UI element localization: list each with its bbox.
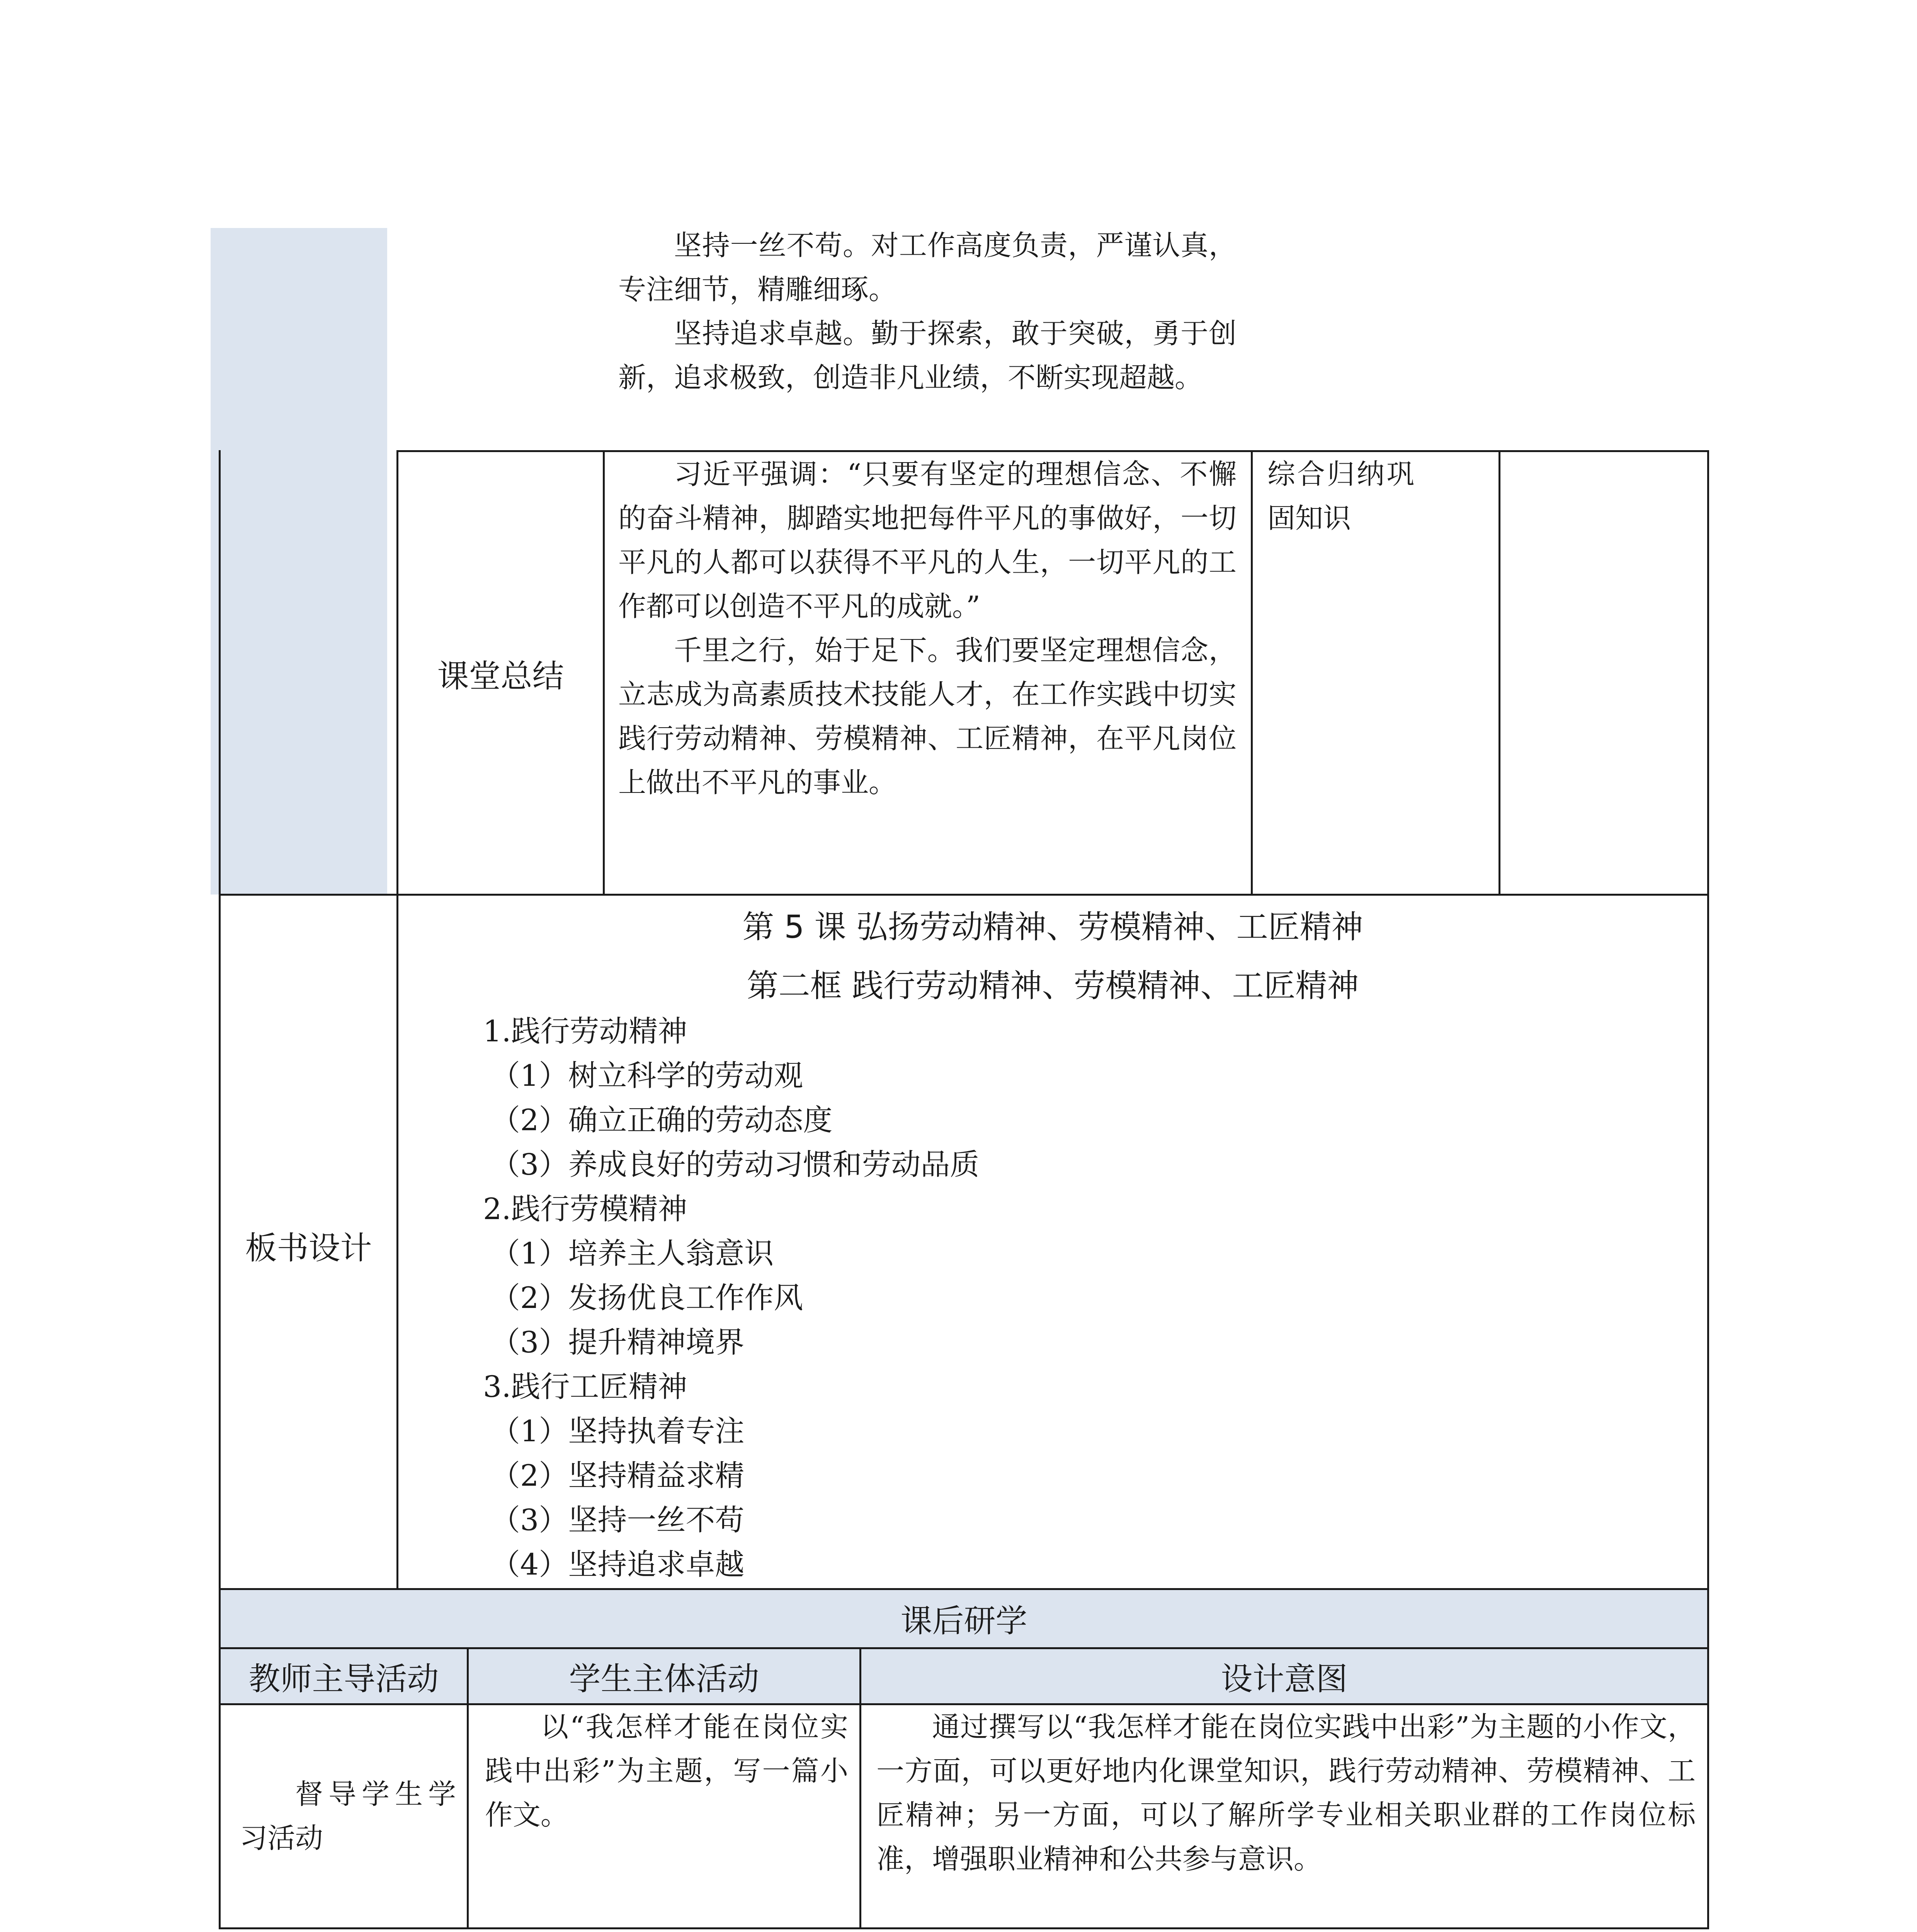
column-header-teacher: 教师主导活动 xyxy=(248,1661,439,1697)
top-paragraph: 坚持一丝不苟。对工作高度负责，严谨认真，专注细节，精雕细琢。 xyxy=(618,229,1237,306)
board-line: （3）坚持一丝不苟 xyxy=(491,1503,745,1537)
board-line: （1）培养主人翁意识 xyxy=(491,1236,774,1270)
summary-paragraph: 习近平强调：“只要有坚定的理想信念、不懈的奋斗精神，脚踏实地把每件平凡的事做好，一切平凡的人都可以获得不平凡的人生，一切平凡的工作都可以创造不平凡的成就。” xyxy=(618,458,1237,622)
table-border xyxy=(219,1647,1709,1649)
table-border xyxy=(1499,450,1500,895)
table-border xyxy=(219,450,221,1929)
board-line: （2）确立正确的劳动态度 xyxy=(491,1103,833,1137)
summary-paragraph: 千里之行，始于足下。我们要坚定理想信念，立志成为高素质技术技能人才，在工作实践中切实践行劳动精神、劳模精神、工匠精神，在平凡岗位上做出不平凡的事业。 xyxy=(618,634,1237,799)
column-header-intent: 设计意图 xyxy=(1221,1661,1348,1697)
summary-content xyxy=(618,452,1237,804)
board-line: 2.践行劳模精神 xyxy=(483,1192,687,1226)
table-border xyxy=(219,1927,1709,1929)
design-intent: 通过撰写以“我怎样才能在岗位实践中出彩”为主题的小作文，一方面，可以更好地内化课堂知识，践行劳动精神、劳模精神、工匠精神；另一方面，可以了解所学专业相关职业群的工作岗位标准，增强职业精神和公共参与意识。 xyxy=(876,1711,1696,1875)
board-line: （3）养成良好的劳动习惯和劳动品质 xyxy=(491,1147,980,1182)
board-line: （1）树立科学的劳动观 xyxy=(491,1058,803,1093)
table-border xyxy=(1251,450,1253,895)
board-line: 1.践行劳动精神 xyxy=(483,1014,687,1048)
column-header-student: 学生主体活动 xyxy=(569,1661,759,1697)
table-border xyxy=(219,894,1709,896)
board-line: 3.践行工匠精神 xyxy=(483,1369,687,1404)
table-border xyxy=(396,450,398,1589)
board-line: （2）坚持精益求精 xyxy=(491,1458,745,1493)
summary-label: 课堂总结 xyxy=(437,658,564,695)
teacher-activity: 督导学生学习活动 xyxy=(240,1778,456,1854)
top-cell-text xyxy=(618,223,1237,400)
left-column-shading xyxy=(211,228,387,895)
board-title: 第 5 课 弘扬劳动精神、劳模精神、工匠精神 xyxy=(742,909,1363,946)
board-label: 板书设计 xyxy=(245,1230,372,1267)
table-border xyxy=(1707,450,1709,1929)
table-border xyxy=(219,1588,1709,1590)
board-line: （1）坚持执着专注 xyxy=(491,1414,745,1448)
board-line: （2）发扬优良工作作风 xyxy=(491,1281,803,1315)
summary-activity: 综合归纳巩固知识 xyxy=(1267,458,1414,534)
board-subtitle: 第二框 践行劳动精神、劳模精神、工匠精神 xyxy=(747,968,1359,1004)
top-paragraph: 坚持追求卓越。勤于探索，敢于突破，勇于创新，追求极致，创造非凡业绩，不断实现超越。 xyxy=(618,317,1237,394)
after-class-heading: 课后研学 xyxy=(900,1603,1027,1639)
board-line: （3）提升精神境界 xyxy=(491,1325,745,1359)
table-border xyxy=(603,450,605,895)
board-line: （4）坚持追求卓越 xyxy=(491,1547,745,1582)
student-activity: 以“我怎样才能在岗位实践中出彩”为主题，写一篇小作文。 xyxy=(485,1711,848,1831)
